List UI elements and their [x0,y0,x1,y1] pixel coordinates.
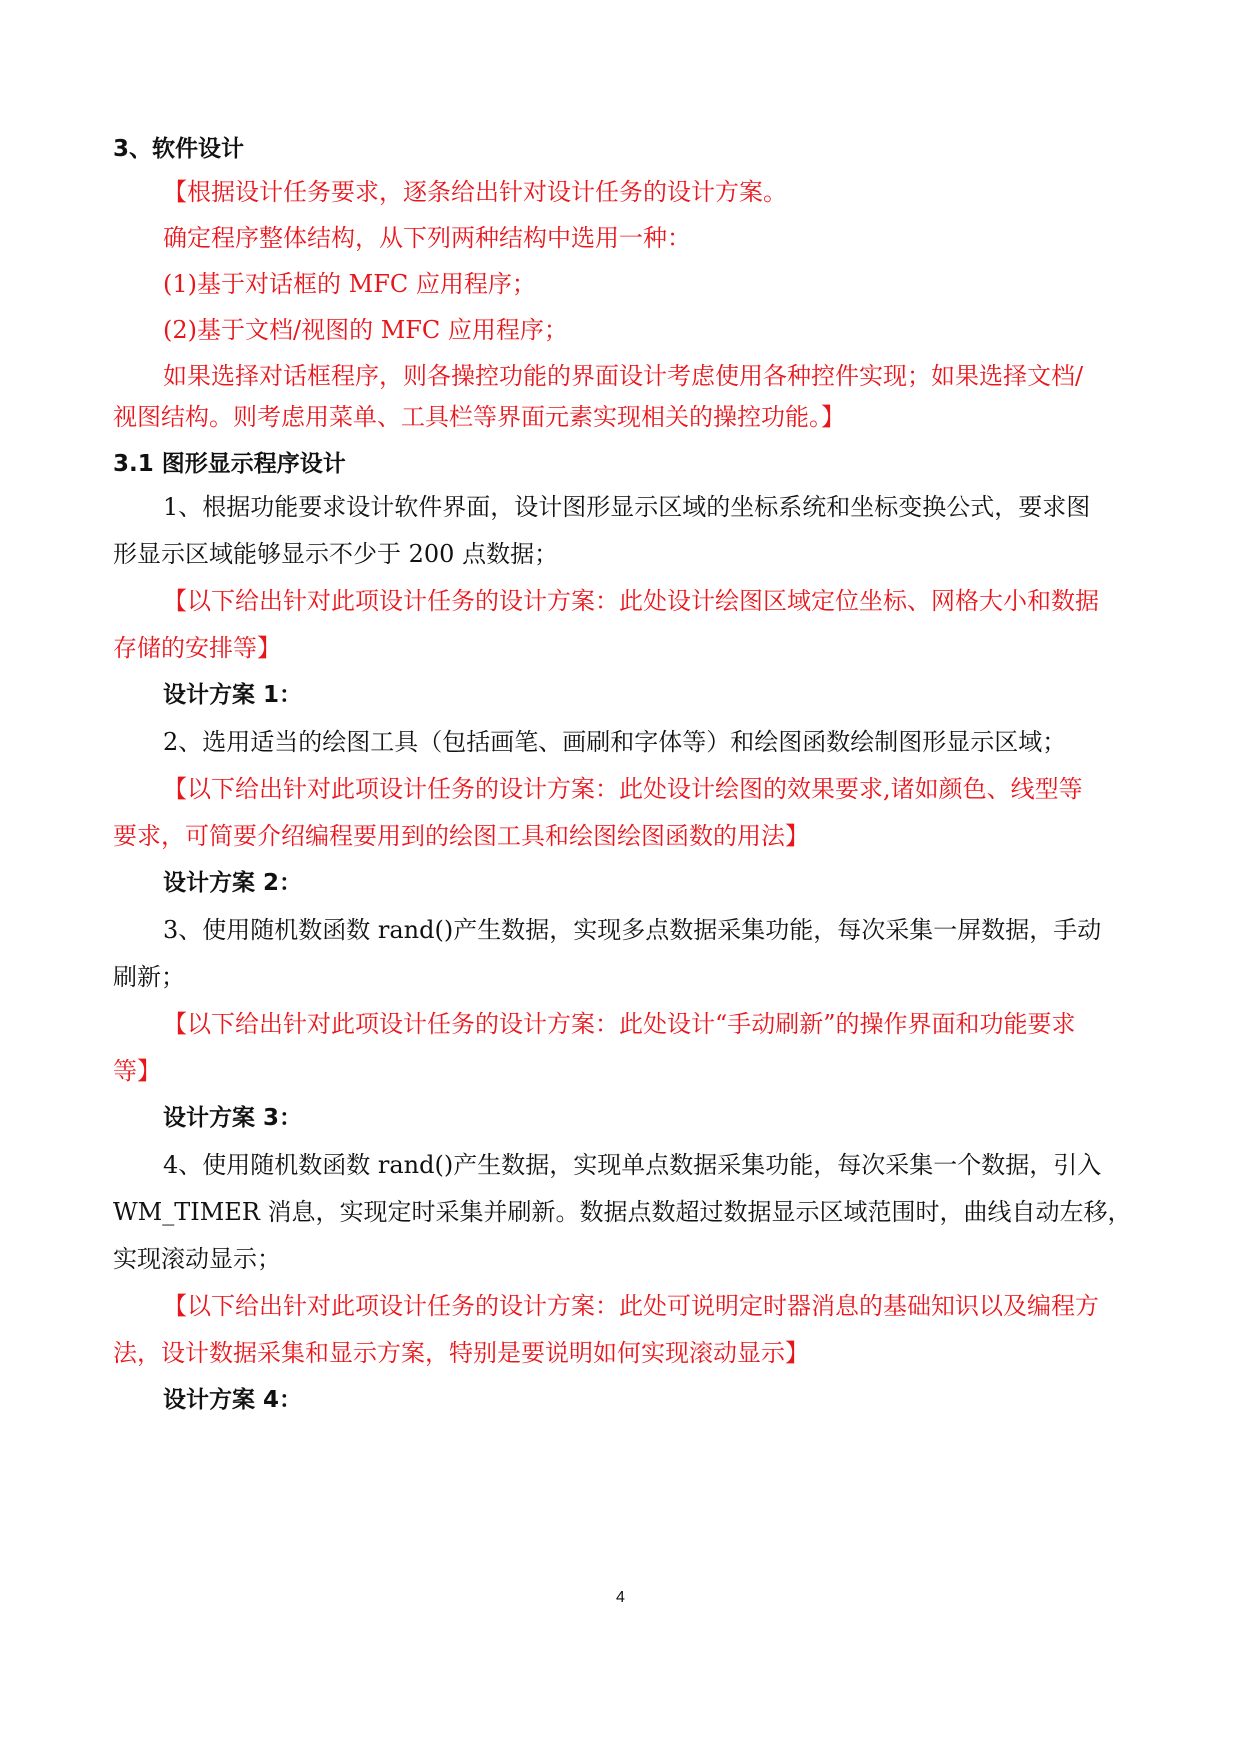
subsection-heading: 3.1 图形显示程序设计 [113,451,346,477]
task-text: 3、使用随机数函数 rand()产生数据，实现多点数据采集功能，每次采集一屏数据，手动 [163,916,1102,944]
task-text: 4、使用随机数函数 rand()产生数据，实现单点数据采集功能，每次采集一个数据，引入 [163,1151,1102,1179]
task-text: 1、根据功能要求设计软件界面，设计图形显示区域的坐标系统和坐标变换公式，要求图 [163,493,1091,521]
note-line: 如果选择对话框程序，则各操控功能的界面设计考虑使用各种控件实现；如果选择文档/ [163,362,1084,390]
task-hint: 【以下给出针对此项设计任务的设计方案：此处可说明定时器消息的基础知识以及编程方 [163,1292,1099,1320]
design-plan-heading: 设计方案 3： [163,1105,303,1131]
design-plan-heading: 设计方案 4： [163,1387,303,1413]
design-plan-heading: 设计方案 1： [163,682,303,708]
task-hint: 等】 [113,1057,161,1085]
design-plan-heading: 设计方案 2： [163,870,303,896]
task-text: WM_TIMER 消息，实现定时采集并刷新。数据点数超过数据显示区域范围时，曲线自动左移， [113,1198,1132,1226]
task-hint: 要求，可简要介绍编程要用到的绘图工具和绘图绘图函数的用法】 [113,822,809,850]
note-line: 确定程序整体结构，从下列两种结构中选用一种： [163,224,691,252]
task-text: 形显示区域能够显示不少于 200 点数据； [113,540,559,568]
page-number: 4 [616,1589,625,1606]
task-hint: 存储的安排等】 [113,634,281,662]
note-line: 【根据设计任务要求，逐条给出针对设计任务的设计方案。 [163,178,787,206]
task-text: 实现滚动显示； [113,1245,281,1273]
task-hint: 【以下给出针对此项设计任务的设计方案：此处设计绘图的效果要求,诸如颜色、线型等 [163,775,1083,803]
section-heading: 3、软件设计 [113,136,245,162]
task-text: 2、选用适当的绘图工具（包括画笔、画刷和字体等）和绘图函数绘制图形显示区域； [163,728,1067,756]
note-line: (2)基于文档/视图的 MFC 应用程序； [163,316,568,344]
task-text: 刷新； [113,963,185,991]
task-hint: 法，设计数据采集和显示方案，特别是要说明如何实现滚动显示】 [113,1339,809,1367]
note-line: (1)基于对话框的 MFC 应用程序； [163,270,536,298]
task-hint: 【以下给出针对此项设计任务的设计方案：此处设计“手动刷新”的操作界面和功能要求 [163,1010,1076,1038]
note-line: 视图结构。则考虑用菜单、工具栏等界面元素实现相关的操控功能。】 [113,403,845,431]
task-hint: 【以下给出针对此项设计任务的设计方案：此处设计绘图区域定位坐标、网格大小和数据 [163,587,1099,615]
